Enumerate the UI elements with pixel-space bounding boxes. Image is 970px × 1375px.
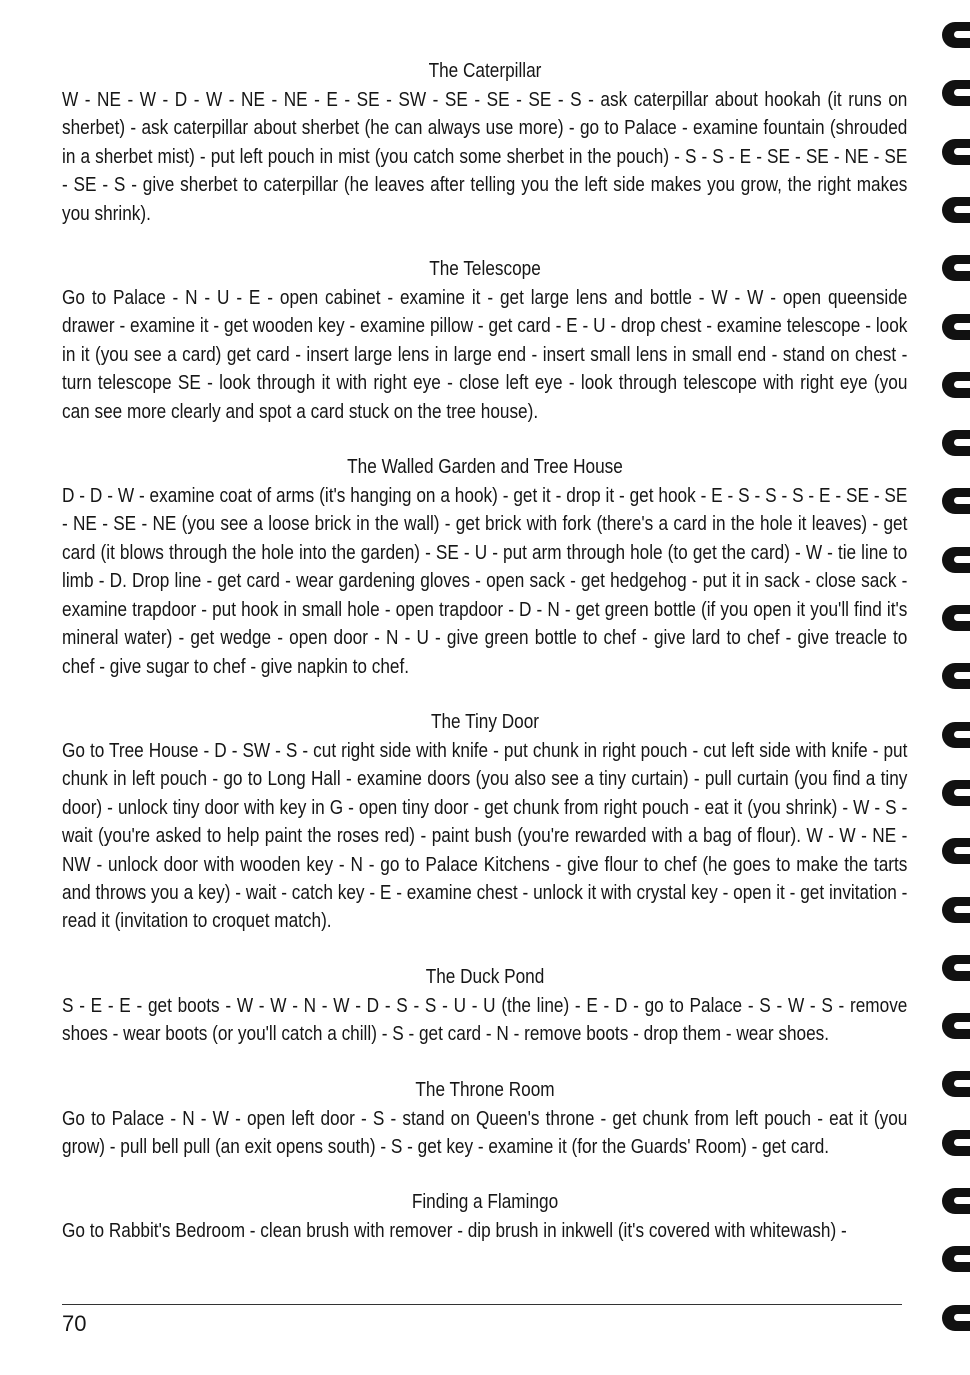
section-flamingo: [62, 1189, 908, 1245]
section-tiny-door: [62, 709, 908, 936]
binding-ring: [942, 139, 970, 165]
binding-ring: [942, 605, 970, 631]
spiral-binding: [936, 10, 970, 1375]
footer-rule: [62, 1304, 902, 1305]
section-duck-pond: [62, 964, 908, 1049]
binding-ring: [942, 1246, 970, 1272]
section-text: Go to Rabbit's Bedroom - clean brush with remover - dip brush in inkwell (it's covered with whitewash) -: [62, 1220, 847, 1243]
section-text: W - NE - W - D - W - NE - NE - E - SE - SW - SE - SE - SE - S - ask caterpillar about hookah (it runs on sherbet) - ask caterpillar about sherbet (he can always use more) - go to Palace - examine fountain (shrouded in a sherbet mist) - put left pouch in mist (you catch some sherbet in the pouch) - S - S - E - SE - SE - NE - SE - SE - S - give sherbet to caterpillar (he leaves after telling you the left side makes you grow, the right makes you shrink).: [62, 89, 908, 225]
section-title: The Telescope: [429, 258, 541, 281]
section-text: Go to Tree House - D - SW - S - cut right side with knife - put chunk in right pouch - cut left side with knife - put chunk in left pouch - go to Long Hall - examine doors (you also see a tiny curtain) - pull curtain (you find a tiny door) - unlock tiny door with key in G - open tiny door - get chunk from right pouch - eat it (you shrink) - W - S - wait (you're asked to help paint the roses red) - paint bush (you're rewarded with a bag of flour). W - W - NE - NW - unlock door with wooden key - N - go to Palace Kitchens - give flour to chef (he goes to make the tarts and throws you a key) - wait - catch key - E - examine chest - unlock it with crystal key - open it - get invitation - read it (invitation to croquet match).: [62, 739, 908, 933]
binding-ring: [942, 314, 970, 340]
section-walled-garden: [62, 454, 908, 681]
section-telescope: [62, 256, 908, 426]
section-title: The Caterpillar: [428, 60, 542, 82]
section-text: Go to Palace - N - U - E - open cabinet - examine it - get large lens and bottle - W - W - open queenside drawer - examine it - get wooden key - examine pillow - get card - E - U - drop chest - examine telescope - look in it (you see a card) get card - insert large lens in large end - insert small lens in small end - stand on chest - turn telescope SE - look through it with right eye - close left eye - look through telescope with right eye (you can see more clearly and spot a card stuck on the tree house).: [62, 287, 908, 423]
binding-ring: [942, 372, 970, 398]
page-number: 70: [62, 1311, 87, 1336]
binding-ring: [942, 1188, 970, 1214]
section-text: D - D - W - examine coat of arms (it's hanging on a hook) - get it - drop it - get hook - E - S - S - S - E - SE - SE - NE - SE - NE (you see a loose brick in the wall) - get brick with fork (there's a card in the hole it leaves) - get card (it blows through the hole into the garden) - SE - U - put arm through hole (to get the card) - W - tie line to limb - D. Drop line - get card - wear gardening gloves - open sack - get hedgehog - put it in sack - close sack - examine trapdoor - put hook in small hole - open trapdoor - D - N - get green bottle (if you open it you'll find it's mineral water) - get wedge - open door - N - U - give green bottle to chef - give lard to chef - give treacle to chef - give sugar to chef - give napkin to chef.: [62, 485, 908, 678]
section-text: Go to Palace - N - W - open left door - S - stand on Queen's throne - get chunk from left pouch - eat it (you grow) - pull bell pull (an exit opens south) - S - get key - examine it (for the Guards' Room) - get card.: [62, 1107, 908, 1158]
section-title: The Duck Pond: [425, 965, 545, 988]
binding-ring: [942, 780, 970, 806]
binding-ring: [942, 838, 970, 864]
section-title: The Throne Room: [415, 1078, 555, 1101]
binding-ring: [942, 1013, 970, 1039]
section-caterpillar: [62, 58, 908, 228]
binding-ring: [942, 955, 970, 981]
binding-ring: [942, 80, 970, 106]
binding-ring: [942, 255, 970, 281]
section-title: The Walled Garden and Tree House: [347, 456, 623, 479]
binding-ring: [942, 722, 970, 748]
binding-ring: [942, 488, 970, 514]
binding-ring: [942, 897, 970, 923]
binding-ring: [942, 22, 970, 48]
binding-ring: [942, 430, 970, 456]
binding-ring: [942, 1130, 970, 1156]
walkthrough-content: [62, 58, 908, 1274]
binding-ring: [942, 1305, 970, 1331]
section-title: Finding a Flamingo: [411, 1191, 559, 1214]
section-title: The Tiny Door: [430, 710, 540, 733]
binding-ring: [942, 197, 970, 223]
binding-ring: [942, 1071, 970, 1097]
section-text: S - E - E - get boots - W - W - N - W - D - S - S - U - U (the line) - E - D - go to Palace - S - W - S - remove shoes - wear boots (or you'll catch a chill) - S - get card - N - remove boots - drop them - wear shoes.: [62, 994, 908, 1046]
binding-ring: [942, 547, 970, 573]
binding-ring: [942, 663, 970, 689]
section-throne-room: [62, 1077, 908, 1162]
